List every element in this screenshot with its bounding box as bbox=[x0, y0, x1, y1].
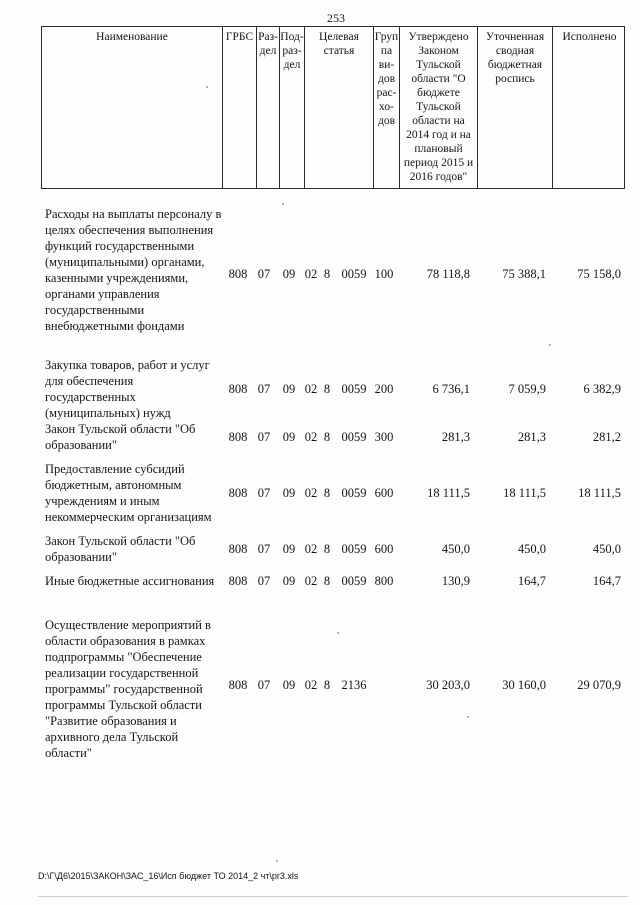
row-6-name: Иные бюджетные ассигнования bbox=[45, 574, 215, 588]
row-6-cs3: 0059 bbox=[341, 574, 367, 588]
header-podrazdel: Под- раз- дел bbox=[280, 31, 304, 71]
row-1-name: Расходы на выплаты персоналу в целях обеспечения выполнения функций государственными (муниципальными) органами, казенными учреждениями, органами управления государственными внебюджетными фондами bbox=[45, 207, 222, 333]
row-2-name: Закупка товаров, работ и услуг для обеспечения государственных (муниципальных) нужд bbox=[45, 358, 210, 420]
row-4-executed: 18 111,5 bbox=[578, 486, 621, 500]
row-7-razdel: 07 bbox=[257, 678, 271, 692]
row-6-grbs: 808 bbox=[228, 574, 248, 588]
row-4-podrazdel: 09 bbox=[282, 486, 296, 500]
row-6-vid: 800 bbox=[374, 574, 394, 588]
header-utochnennaya: Уточненная сводная бюджетная роспись bbox=[485, 31, 545, 85]
header-razdel: Раз- дел bbox=[258, 31, 278, 57]
header-gruppa: Груп па ви- дов рас- хо- дов bbox=[374, 31, 399, 127]
row-4-cs1: 02 bbox=[304, 486, 318, 500]
row-5-cs3: 0059 bbox=[341, 542, 367, 556]
row-1-cs3: 0059 bbox=[341, 267, 367, 281]
row-6-refined: 164,7 bbox=[517, 574, 546, 588]
row-6-approved: 130,9 bbox=[441, 574, 470, 588]
scan-speck bbox=[276, 860, 278, 862]
row-3-cs2: 8 bbox=[323, 430, 331, 444]
row-1-approved: 78 118,8 bbox=[426, 267, 470, 281]
row-5-cs2: 8 bbox=[323, 542, 331, 556]
row-7-name: Осуществление мероприятий в области образования в рамках подпрограммы "Обеспечение реализации государственной программы" государственной программы Тульской области "Развитие образования и архивного дела Тульской области" bbox=[45, 618, 211, 760]
row-2-razdel: 07 bbox=[257, 382, 271, 396]
row-3-name: Закон Тульской области "Об образовании" bbox=[45, 422, 196, 452]
row-2-cs1: 02 bbox=[304, 382, 318, 396]
row-4-approved: 18 111,5 bbox=[427, 486, 470, 500]
row-2-grbs: 808 bbox=[228, 382, 248, 396]
row-4-refined: 18 111,5 bbox=[503, 486, 546, 500]
row-5-refined: 450,0 bbox=[517, 542, 546, 556]
row-2-podrazdel: 09 bbox=[282, 382, 296, 396]
row-3-refined: 281,3 bbox=[517, 430, 546, 444]
row-1-razdel: 07 bbox=[257, 267, 271, 281]
header-name: Наименование bbox=[96, 31, 168, 43]
row-7-executed: 29 070,9 bbox=[577, 678, 621, 692]
scan-speck bbox=[282, 203, 284, 205]
scan-speck bbox=[549, 344, 551, 346]
row-5-executed: 450,0 bbox=[592, 542, 621, 556]
row-4-vid: 600 bbox=[374, 486, 394, 500]
row-4-grbs: 808 bbox=[228, 486, 248, 500]
row-3-cs3: 0059 bbox=[341, 430, 367, 444]
row-2-approved: 6 736,1 bbox=[432, 382, 470, 396]
header-ispolneno: Исполнено bbox=[562, 31, 617, 43]
row-1-grbs: 808 bbox=[228, 267, 248, 281]
row-4-cs3: 0059 bbox=[341, 486, 367, 500]
row-7-cs2: 8 bbox=[323, 678, 331, 692]
header-cel-statya: Целевая статья bbox=[319, 31, 359, 57]
row-4-razdel: 07 bbox=[257, 486, 271, 500]
row-2-executed: 6 382,9 bbox=[583, 382, 621, 396]
row-2-cs3: 0059 bbox=[341, 382, 367, 396]
row-3-grbs: 808 bbox=[228, 430, 248, 444]
row-3-razdel: 07 bbox=[257, 430, 271, 444]
page-number: 253 bbox=[327, 11, 345, 25]
row-1-cs2: 8 bbox=[323, 267, 331, 281]
header-utverzhdeno: Утверждено Законом Тульской области "О бюджете Тульской области на 2014 год и на плановый период 2015 и 2016 годов" bbox=[403, 31, 474, 183]
row-2-cs2: 8 bbox=[323, 382, 331, 396]
row-7-podrazdel: 09 bbox=[282, 678, 296, 692]
row-7-approved: 30 203,0 bbox=[426, 678, 470, 692]
header-grbs: ГРБС bbox=[225, 31, 254, 43]
row-5-approved: 450,0 bbox=[441, 542, 470, 556]
row-6-podrazdel: 09 bbox=[282, 574, 296, 588]
row-5-razdel: 07 bbox=[257, 542, 271, 556]
row-5-podrazdel: 09 bbox=[282, 542, 296, 556]
row-7-grbs: 808 bbox=[228, 678, 248, 692]
row-4-name: Предоставление субсидий бюджетным, автономным учреждениям и иным некоммерческим организациям bbox=[45, 462, 212, 524]
row-5-grbs: 808 bbox=[228, 542, 248, 556]
row-1-vid: 100 bbox=[374, 267, 394, 281]
row-3-podrazdel: 09 bbox=[282, 430, 296, 444]
row-2-refined: 7 059,9 bbox=[508, 382, 546, 396]
row-7-cs3: 2136 bbox=[341, 678, 367, 692]
row-7-refined: 30 160,0 bbox=[502, 678, 546, 692]
footer-file-path: D:\Г\Д6\2015\ЗАКОН\ЗАС_16\Исп бюджет ТО 2014_2 чт\pr3.xls bbox=[38, 871, 299, 881]
row-6-razdel: 07 bbox=[257, 574, 271, 588]
row-2-vid: 200 bbox=[374, 382, 394, 396]
row-6-cs2: 8 bbox=[323, 574, 331, 588]
row-1-podrazdel: 09 bbox=[282, 267, 296, 281]
row-4-cs2: 8 bbox=[323, 486, 331, 500]
row-6-cs1: 02 bbox=[304, 574, 318, 588]
scan-speck bbox=[337, 632, 339, 634]
bottom-rule bbox=[38, 896, 628, 897]
row-7-cs1: 02 bbox=[304, 678, 318, 692]
table-header bbox=[41, 26, 625, 189]
row-3-approved: 281,3 bbox=[441, 430, 470, 444]
scan-speck bbox=[467, 716, 469, 718]
row-3-vid: 300 bbox=[374, 430, 394, 444]
row-3-executed: 281,2 bbox=[592, 430, 621, 444]
row-3-cs1: 02 bbox=[304, 430, 318, 444]
row-5-name: Закон Тульской области "Об образовании" bbox=[45, 534, 196, 564]
row-6-executed: 164,7 bbox=[592, 574, 621, 588]
row-1-cs1: 02 bbox=[304, 267, 318, 281]
row-1-refined: 75 388,1 bbox=[502, 267, 546, 281]
row-5-vid: 600 bbox=[374, 542, 394, 556]
row-1-executed: 75 158,0 bbox=[577, 267, 621, 281]
row-5-cs1: 02 bbox=[304, 542, 318, 556]
scan-speck bbox=[206, 86, 208, 88]
